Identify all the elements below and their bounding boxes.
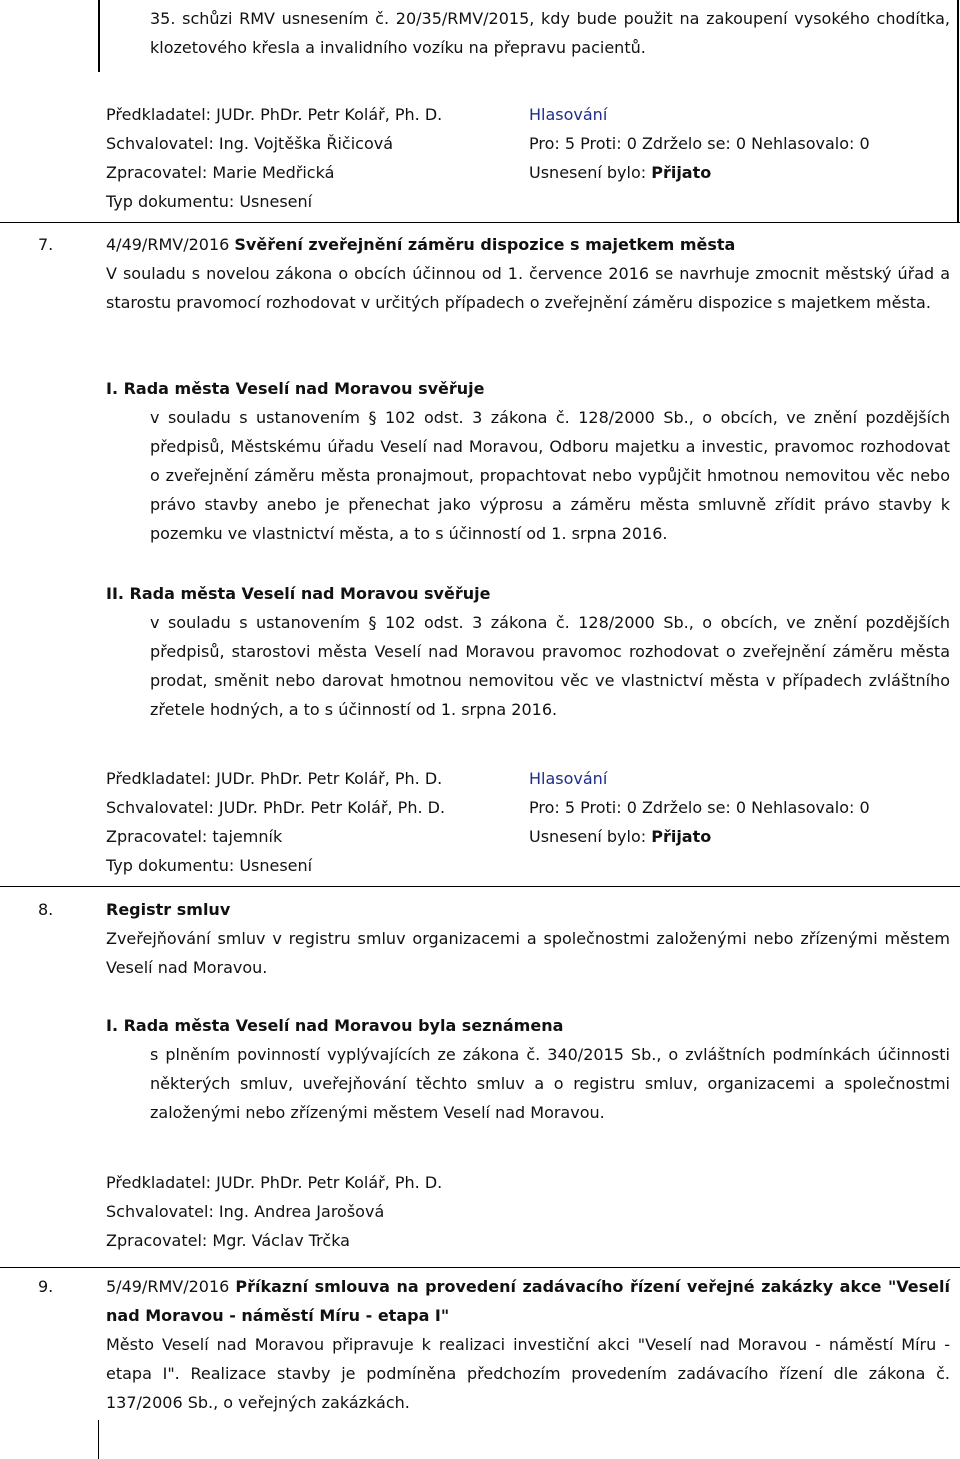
item9-intro: Město Veselí nad Moravou připravuje k realizaci investiční akci "Veselí nad Moravou - náměstí Míru - etapa I". Realizace stavby je podmíněna předchozím provedením zadávacího řízení dle zákona č. 137/2006 Sb., o veřejných zakázkách. [106,1335,950,1412]
item7-title: Svěření zveřejnění záměru dispozice s majetkem města [234,235,736,254]
separator-line [0,1267,960,1268]
item8-part1-label: I. [106,1016,119,1035]
item35-zpracovatel: Zpracovatel: Marie Medřická [106,163,335,182]
item7-part1-text: v souladu s ustanovením § 102 odst. 3 zákona č. 128/2000 Sb., o obcích, ve znění pozdějších předpisů, Městskému úřadu Veselí nad Moravou, Odboru majetku a investic, pravomoc rozhodovat o zveřejnění záměru města pronajmout, propachtovat nebo vypůjčit hmotnou nemovitou věc nebo právo stavby anebo je přenechat jako výprosu a záměru města smluvně zřídit právo stavby k pozemku ve vlastnictví města, a to s účinností od 1. srpna 2016. [150,408,950,543]
item7-part2-heading-text: Rada města Veselí nad Moravou svěřuje [123,584,491,603]
item8-zpracovatel: Zpracovatel: Mgr. Václav Trčka [106,1231,350,1250]
table-border-left-bottom [98,1420,99,1459]
item35-typ-dokumentu: Typ dokumentu: Usnesení [106,192,313,211]
item35-predkladatel: Předkladatel: JUDr. PhDr. Petr Kolář, Ph. D. [106,105,443,124]
item7-zpracovatel: Zpracovatel: tajemník [106,827,283,846]
item7-code: 4/49/RMV/2016 [106,235,235,254]
item9-code: 5/49/RMV/2016 [106,1277,236,1296]
item7-part1-heading-text: Rada města Veselí nad Moravou svěřuje [118,379,485,398]
item8-part1-heading-text: Rada města Veselí nad Moravou byla seznámena [118,1016,564,1035]
separator-line [0,886,960,887]
item7-part2-text: v souladu s ustanovením § 102 odst. 3 zákona č. 128/2000 Sb., o obcích, ve znění pozdějších předpisů, starostovi města Veselí nad Moravou pravomoc rozhodovat o zveřejnění záměru města prodat, směnit nebo darovat hmotnou nemovitou věc ve vlastnictví města v případech zvláštního zřetele hodných, a to s účinností od 1. srpna 2016. [150,613,950,719]
item7-predkladatel: Předkladatel: JUDr. PhDr. Petr Kolář, Ph. D. [106,769,443,788]
item9-title: Příkazní smlouva na provedení zadávacího řízení veřejné zakázky akce "Veselí nad Moravou - náměstí Míru - etapa I" [106,1277,950,1325]
item7-part1-heading [106,374,485,403]
result-value: Přijato [651,827,712,846]
result-prefix: Usnesení bylo: [529,827,652,846]
item7-typ-dokumentu: Typ dokumentu: Usnesení [106,856,313,875]
item7-number: 7. [38,235,54,254]
item7-result [529,822,711,851]
item7-votes: Pro: 5 Proti: 0 Zdrželo se: 0 Nehlasovalo: 0 [529,798,870,817]
item9-heading [106,1272,950,1330]
item7-part1-label: I. [106,379,119,398]
item35-hlasovani-link[interactable]: Hlasování [529,105,608,124]
table-border-left [98,0,100,72]
item7-part2-heading [106,579,490,608]
item8-intro: Zveřejňování smluv v registru smluv organizacemi a společnostmi založenými nebo zřízenými městem Veselí nad Moravou. [106,929,950,977]
separator-line [0,222,960,223]
item7-schvalovatel: Schvalovatel: JUDr. PhDr. Petr Kolář, Ph. D. [106,798,446,817]
item35-text: 35. schůzi RMV usnesením č. 20/35/RMV/2015, kdy bude použit na zakoupení vysokého chodítka, klozetového křesla a invalidního vozíku na přepravu pacientů. [150,9,950,57]
item35-result [529,158,711,187]
item7-intro: V souladu s novelou zákona o obcích účinnou od 1. července 2016 se navrhuje zmocnit městský úřad a starostu pravomocí rozhodovat v určitých případech o zveřejnění záměru dispozice s majetkem města. [106,264,950,312]
item8-schvalovatel: Schvalovatel: Ing. Andrea Jarošová [106,1202,385,1221]
item8-number: 8. [38,900,54,919]
item7-heading [106,230,735,259]
item35-schvalovatel: Schvalovatel: Ing. Vojtěška Řičicová [106,134,394,153]
item8-predkladatel: Předkladatel: JUDr. PhDr. Petr Kolář, Ph. D. [106,1173,443,1192]
result-value: Přijato [651,163,712,182]
item8-part1-heading [106,1011,563,1040]
item7-hlasovani-link[interactable]: Hlasování [529,769,608,788]
result-prefix: Usnesení bylo: [529,163,652,182]
item9-number: 9. [38,1277,54,1296]
table-border-right [957,0,959,222]
item8-title: Registr smluv [106,900,231,919]
item35-votes: Pro: 5 Proti: 0 Zdrželo se: 0 Nehlasovalo: 0 [529,134,870,153]
item8-part1-text: s plněním povinností vyplývajících ze zákona č. 340/2015 Sb., o zvláštních podmínkách účinnosti některých smluv, uveřejňování těchto smluv a o registru smluv, organizacemi a společnostmi založenými nebo zřízenými městem Veselí nad Moravou. [150,1045,950,1122]
item7-part2-label: II. [106,584,124,603]
